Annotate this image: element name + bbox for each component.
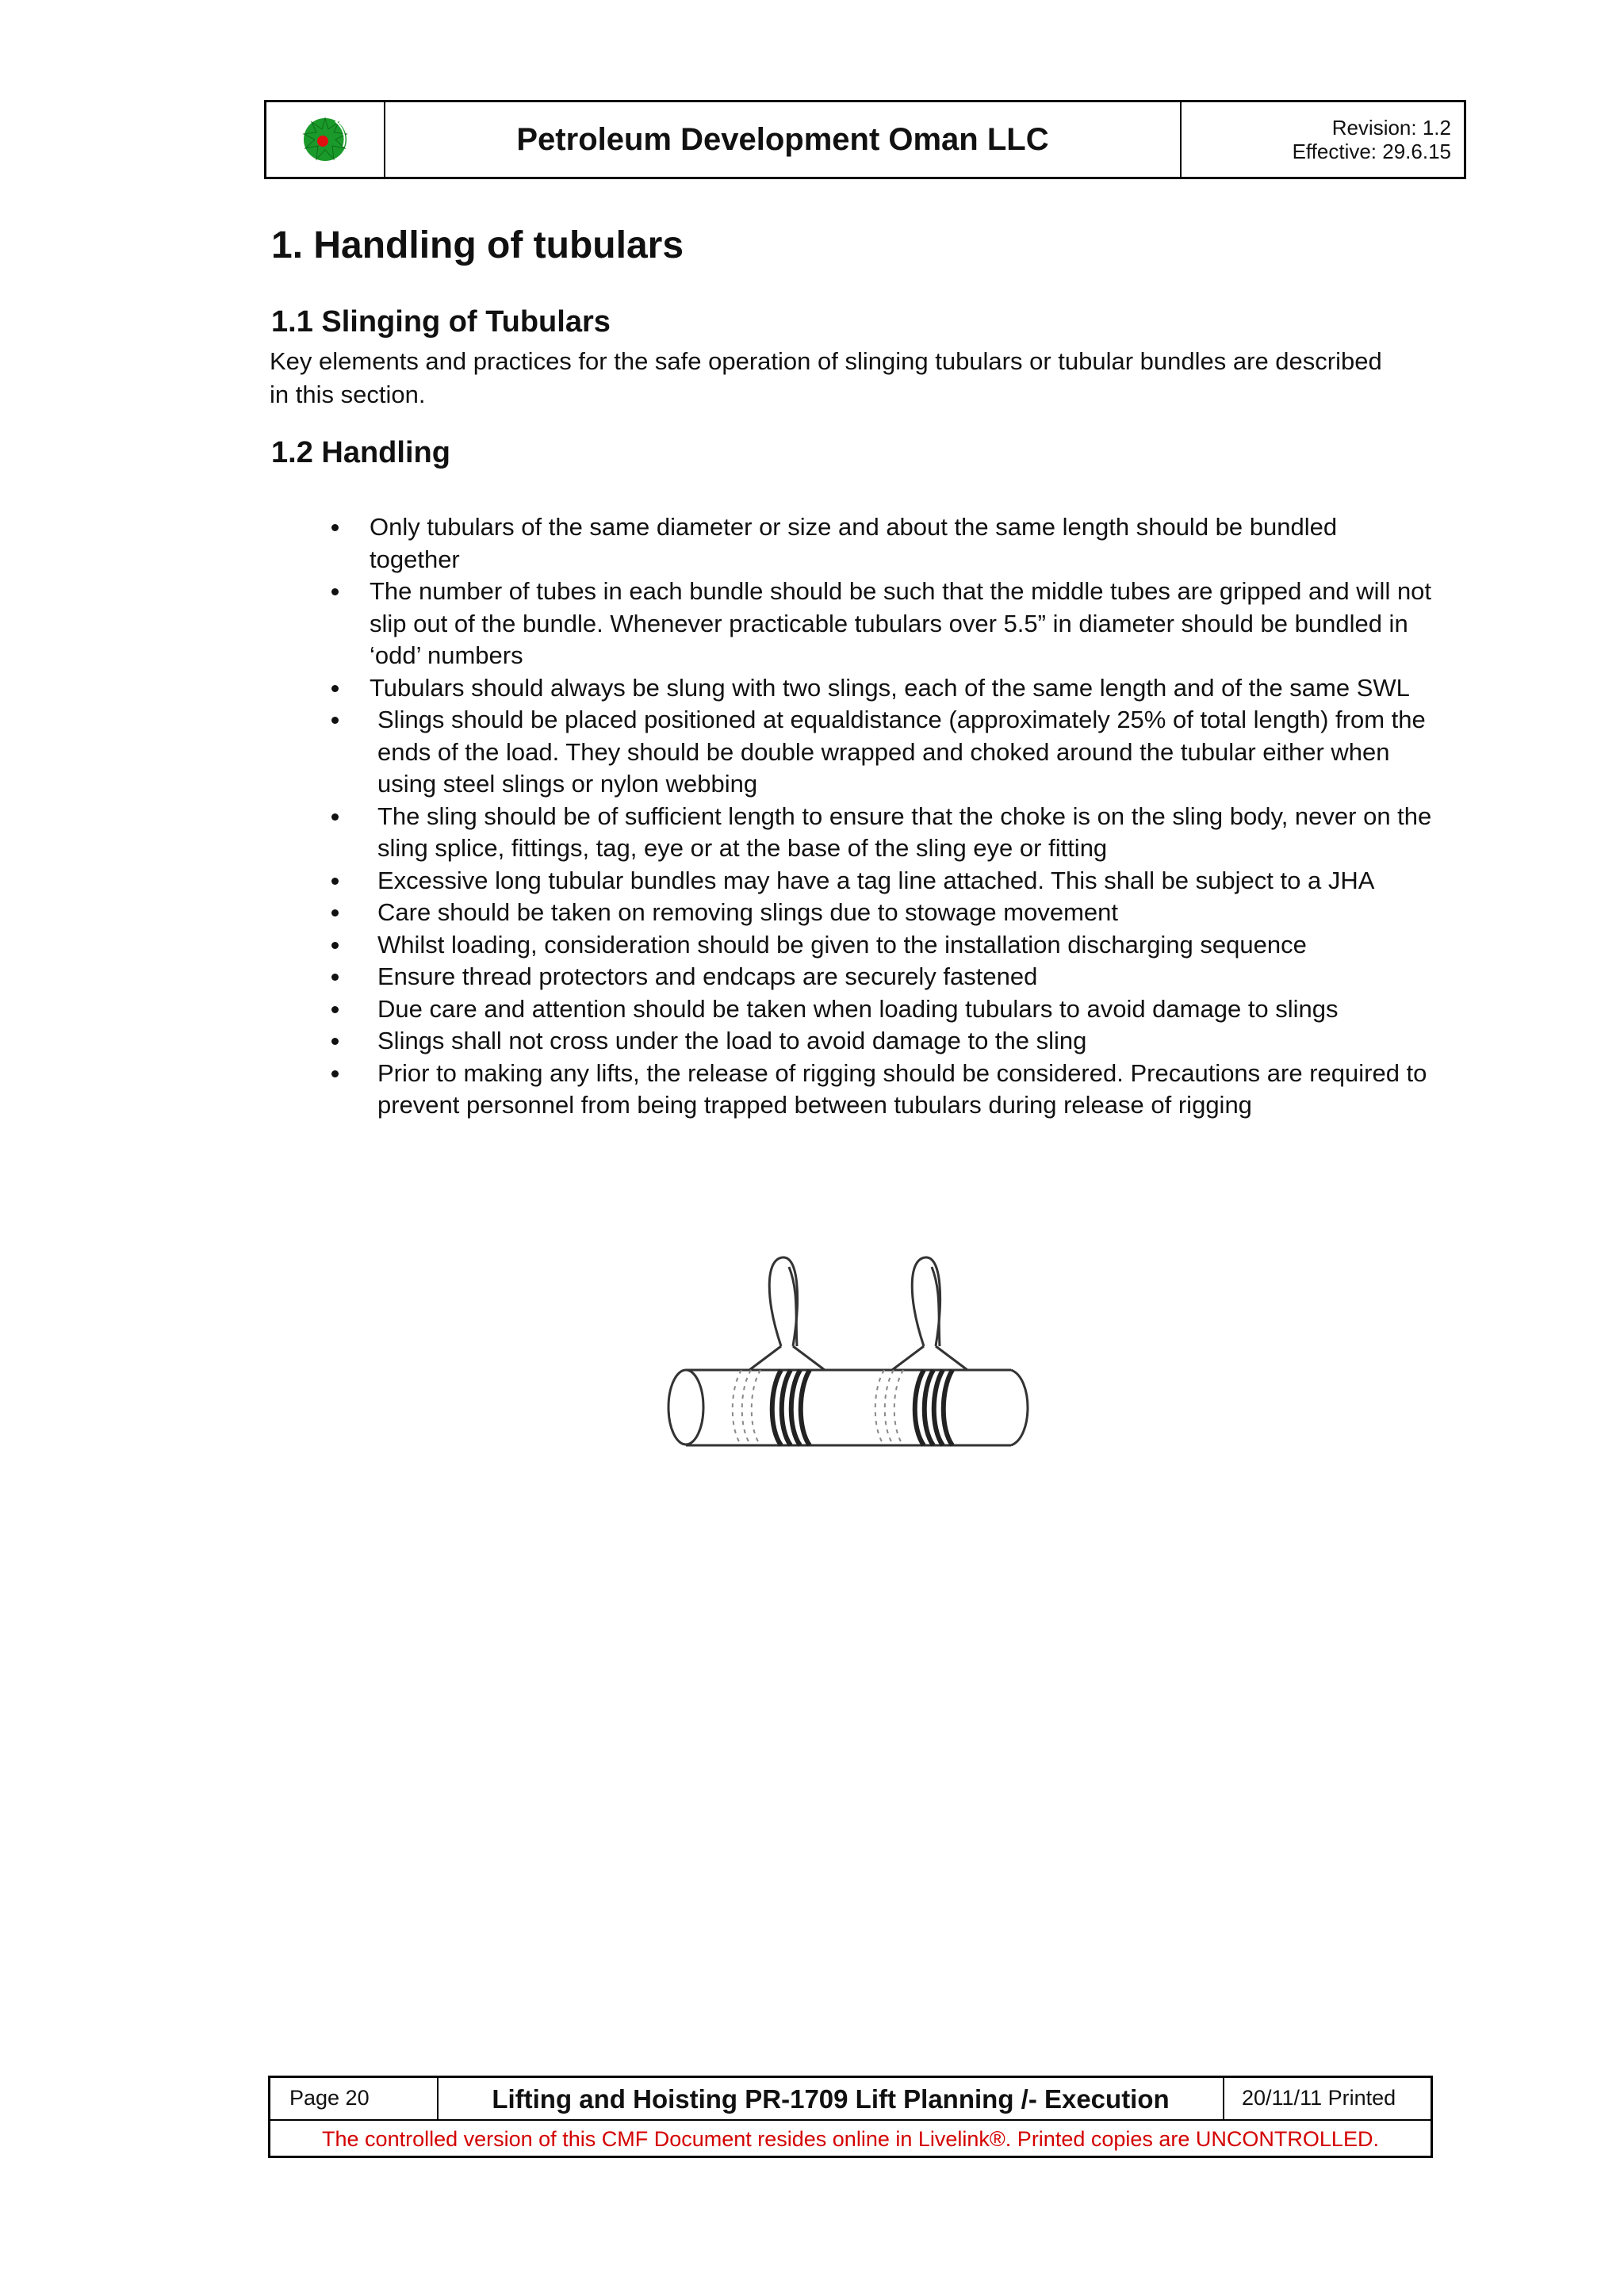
document-header	[264, 100, 1466, 179]
section-heading-slinging: 1.1 Slinging of Tubulars	[271, 305, 611, 339]
bullet-icon	[331, 1006, 339, 1013]
bullet-icon	[331, 717, 339, 724]
page-title: 1. Handling of tubulars	[271, 224, 684, 266]
list-item: Ensure thread protectors and endcaps are securely fastened	[0, 961, 1624, 993]
company-name: Petroleum Development Oman LLC	[385, 102, 1182, 177]
bullet-icon	[331, 1038, 339, 1045]
pdo-logo-icon	[301, 115, 350, 164]
list-item: Excessive long tubular bundles may have a tag line attached. This shall be subject to a JHA	[0, 865, 1624, 897]
list-item: Prior to making any lifts, the release of rigging should be considered. Precautions are required to prevent personnel from being trapped between tubulars during release of rigging	[0, 1058, 1624, 1122]
list-item: Slings should be placed positioned at equaldistance (approximately 25% of total length) from the ends of the load. They should be double wrapped and choked around the tubular either when using steel slings or nylon webbing	[0, 704, 1624, 801]
list-item: The number of tubes in each bundle should be such that the middle tubes are gripped and will not slip out of the bundle. Whenever practicable tubulars over 5.5” in diameter should be bundled in ‘odd’ numbers	[0, 576, 1624, 672]
tubular-sling-illustration	[662, 1251, 1035, 1457]
bullet-icon	[331, 1070, 339, 1077]
bullet-icon	[331, 685, 339, 692]
document-title: Lifting and Hoisting PR-1709 Lift Planning /- Execution	[439, 2078, 1224, 2119]
list-item: Care should be taken on removing slings due to stowage movement	[0, 897, 1624, 929]
effective-date: Effective: 29.6.15	[1292, 140, 1451, 163]
page-number: Page 20	[270, 2078, 439, 2119]
revision-label: Revision: 1.2	[1331, 116, 1451, 140]
uncontrolled-notice: The controlled version of this CMF Document resides online in Livelink®. Printed copies are UNCONTROLLED.	[322, 2127, 1379, 2151]
document-footer	[268, 2076, 1433, 2158]
list-item: Due care and attention should be taken when loading tubulars to avoid damage to slings	[0, 993, 1624, 1026]
footer-info-row	[270, 2078, 1431, 2121]
print-date: 20/11/11 Printed	[1242, 2086, 1396, 2110]
handling-bullet-list	[0, 511, 1624, 1122]
logo-cell	[266, 102, 385, 177]
bullet-icon	[331, 588, 339, 595]
list-item: Whilst loading, consideration should be given to the installation discharging sequence	[0, 929, 1624, 962]
bullet-icon	[331, 942, 339, 949]
list-item: Tubulars should always be slung with two slings, each of the same length and of the same SWL	[0, 672, 1624, 705]
section-heading-handling: 1.2 Handling	[271, 436, 450, 469]
bullet-icon	[331, 813, 339, 821]
list-item: The sling should be of sufficient length to ensure that the choke is on the sling body, never on the sling splice, fittings, tag, eye or at the base of the sling eye or fitting	[0, 801, 1624, 865]
bullet-icon	[331, 524, 339, 531]
section-intro-text: Key elements and practices for the safe operation of slinging tubulars or tubular bundles are described in this section.	[270, 347, 1382, 408]
revision-info	[1182, 102, 1464, 177]
bullet-icon	[331, 878, 339, 885]
list-item: Only tubulars of the same diameter or size and about the same length should be bundled together	[0, 511, 1624, 576]
list-item: Slings shall not cross under the load to avoid damage to the sling	[0, 1025, 1624, 1058]
bullet-icon	[331, 909, 339, 916]
bullet-icon	[331, 974, 339, 981]
